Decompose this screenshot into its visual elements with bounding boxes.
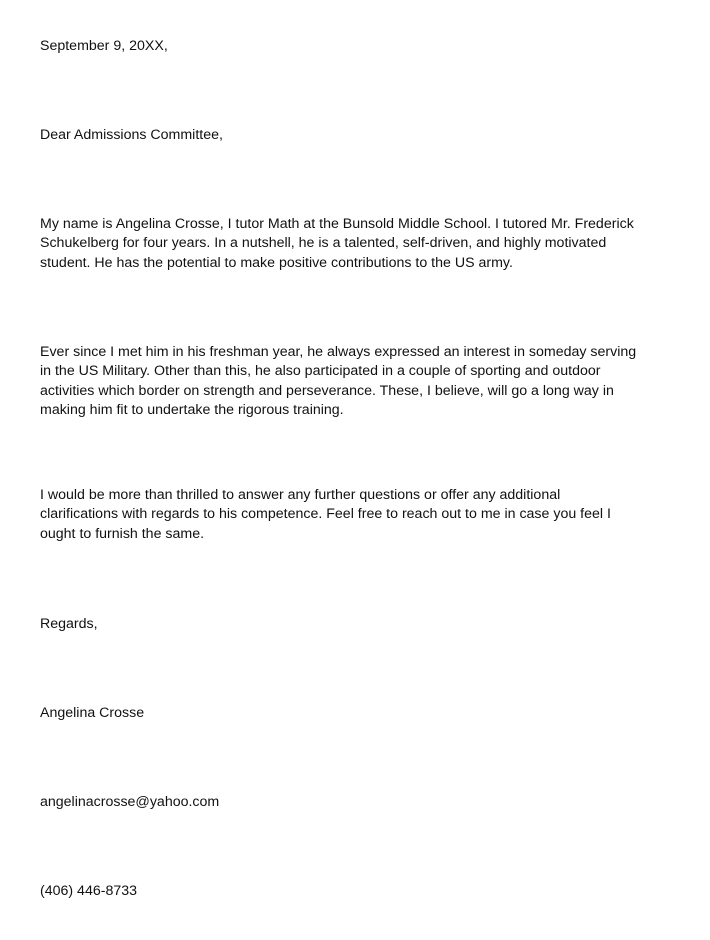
- paragraph-line: clarifications with regards to his competence. Feel free to reach out to me in case you feel I: [40, 506, 611, 523]
- paragraph-contact-offer: [40, 486, 680, 544]
- paragraph-line: Schukelberg for four years. In a nutshell, he is a talented, self-driven, and highly motivated: [40, 235, 607, 252]
- letter-salutation: Dear Admissions Committee,: [40, 127, 223, 143]
- paragraph-line: in the US Military. Other than this, he also participated in a couple of sporting and outdoor: [40, 363, 601, 380]
- contact-email: angelinacrosse@yahoo.com: [40, 794, 220, 810]
- paragraph-line: My name is Angelina Crosse, I tutor Math at the Bunsold Middle School. I tutored Mr. Frederick: [40, 216, 634, 232]
- paragraph-background: [40, 343, 680, 420]
- paragraph-line: I would be more than thrilled to answer any further questions or offer any additional: [40, 487, 561, 503]
- paragraph-line: Ever since I met him in his freshman year, he always expressed an interest in someday serving: [40, 344, 637, 360]
- paragraph-introduction: [40, 215, 680, 273]
- paragraph-line: activities which border on strength and perseverance. These, I believe, will go a long way in: [40, 382, 614, 399]
- contact-phone: (406) 446-8733: [40, 883, 138, 899]
- paragraph-line: student. He has the potential to make positive contributions to the US army.: [40, 254, 513, 271]
- signature-name: Angelina Crosse: [40, 705, 145, 721]
- paragraph-line: ought to furnish the same.: [40, 525, 205, 542]
- letter-date: September 9, 20XX,: [40, 38, 168, 54]
- paragraph-line: making him fit to undertake the rigorous training.: [40, 401, 344, 418]
- letter-closing: Regards,: [40, 616, 98, 632]
